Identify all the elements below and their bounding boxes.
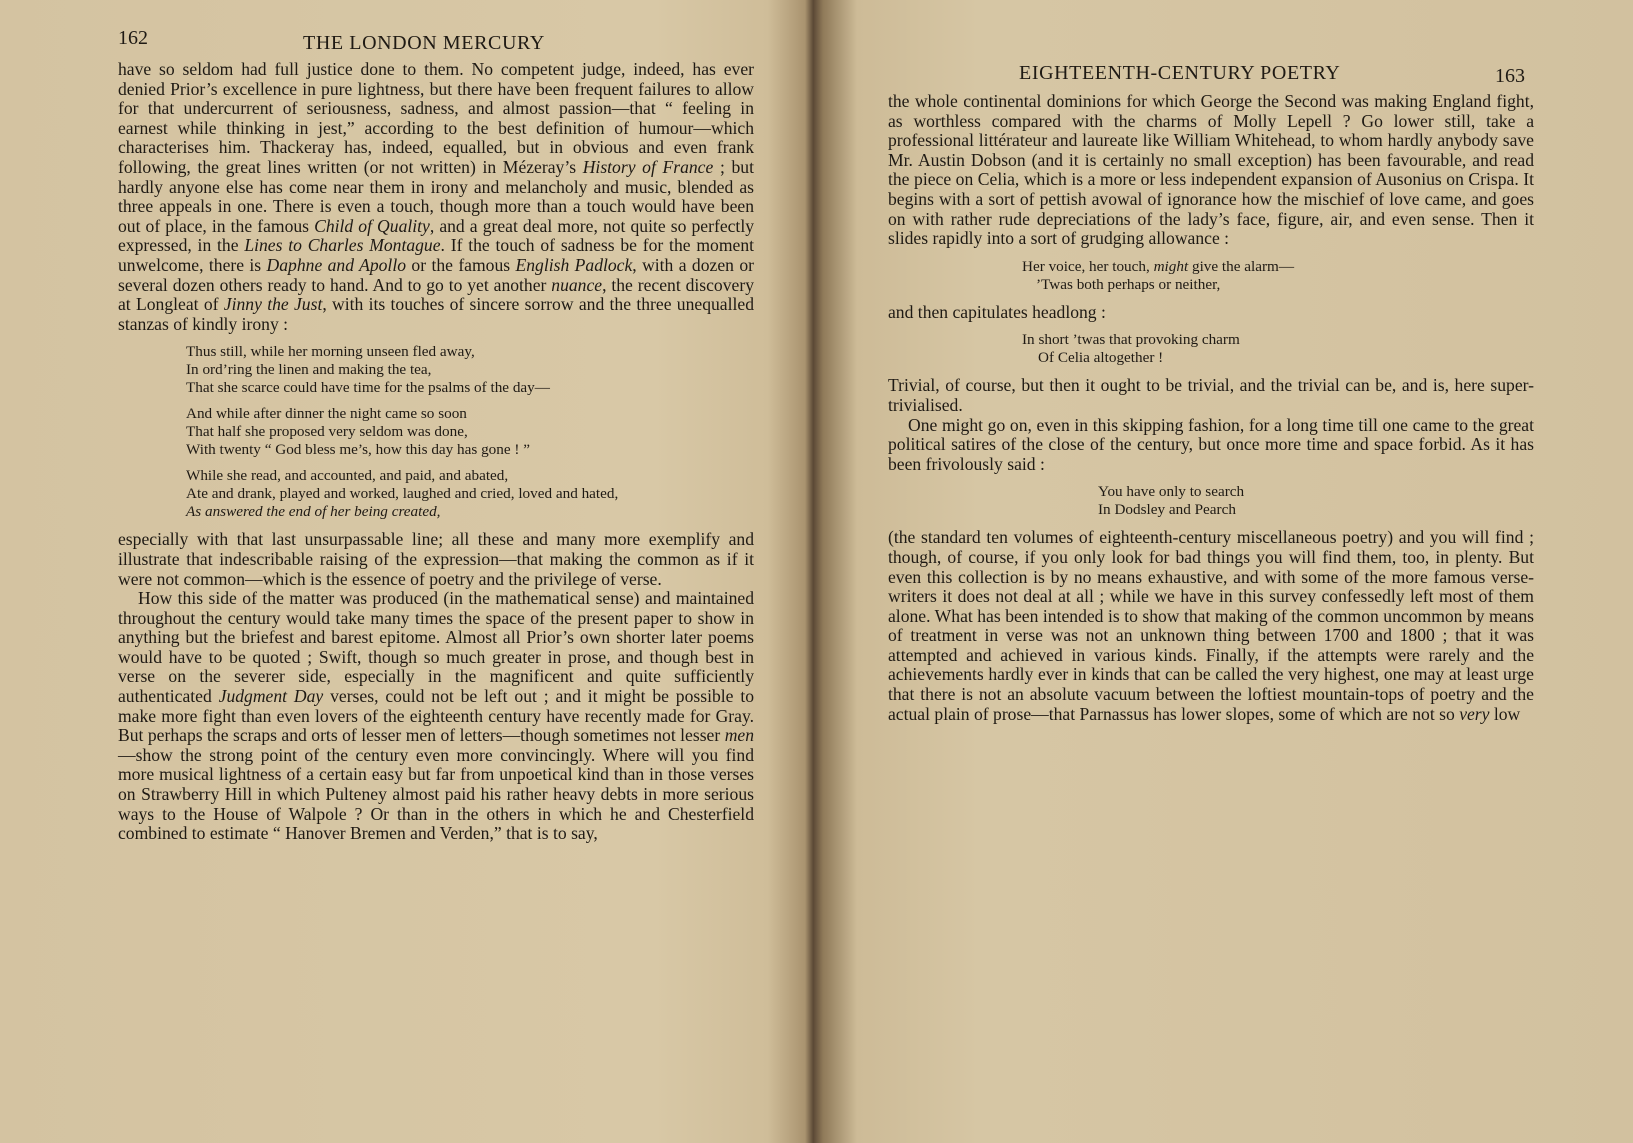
verse-quotation: You have only to search In Dodsley and Pearch xyxy=(1098,483,1245,519)
stanza: Thus still, while her morning unseen fled away, In ord’ring the linen and making the tea, That she scarce could have time for the psalms of the day— xyxy=(186,343,550,397)
paragraph: Trivial, of course, but then it ought to be trivial, and the trivial can be, and is, here super-trivialised. xyxy=(888,375,1534,415)
stanza: And while after dinner the night came so soon That half she proposed very seldom was done, With twenty “ God bless me’s, how this day has gone ! ” xyxy=(186,405,531,459)
paragraph: One might go on, even in this skipping fashion, for a long time till one came to the great political satires of the close of the century, but once more time and space forbid. As it has been frivolously said : xyxy=(888,414,1534,474)
running-head-left: THE LONDON MERCURY xyxy=(303,32,545,54)
left-page xyxy=(0,0,810,1143)
paragraph: have so seldom had full justice done to them. No competent judge, indeed, has ever denied Prior’s excellence in pure lightness, but there have been frequent failures to allow for that undercurrent of seriousness, sadness, and almost passion—that “ feeling in earnest while thinking in jest,” according to the best definition of humour—which characterises him. Thackeray has, indeed, equalled, but in obvious and even frank following, the great lines written (or not written) in Mézeray’s History of France ; but hardly anyone else has come near them in irony and melancholy and music, blended as three appeals in one. There is even a touch, though more than a touch would have been out of place, in the famous Child of Quality, and a great deal more, not quite so perfectly expressed, in the Lines to Charles Montague. If the touch of sadness be for the moment unwelcome, there is Daphne and Apollo or the famous English Padlock, with a dozen or several dozen others ready to hand. And to go to yet another nuance, the recent discovery at Longleat of Jinny the Just, with its touches of sincere sorrow and the three unequalled stanzas of kindly irony : xyxy=(118,59,755,334)
page-number-left: 162 xyxy=(118,27,148,49)
paragraph: How this side of the matter was produced (in the mathematical sense) and maintained throughout the century would take many times the space of the present paper to show in anything but the briefest and barest epitome. Almost all Prior’s own shorter later poems would have to be quoted ; Swift, though so much greater in prose, and though best in verse on the severer side, especially in the magnificent and quite sufficiently authenticated Judgment Day verses, could not be left out ; and it might be possible to make more fight than even lovers of the eighteenth century have recently made for Gray. But perhaps the scraps and orts of lesser men of letters—though sometimes not lesser men—show the strong point of the century even more convincingly. Where will you find more musical lightness of a certain easy but far from unpoetical kind than in those verses on Strawberry Hill in which Pulteney almost paid his rather heavy debts in more serious ways to the House of Walpole ? Or than in the others in which he and Chesterfield combined to estimate “ Hanover Bremen and Verden,” that is to say, xyxy=(118,588,755,844)
verse-quotation xyxy=(118,343,754,521)
verse-quotation: In short ’twas that provoking charm Of Celia altogether ! xyxy=(1022,331,1240,367)
verse-quotation: Her voice, her touch, might give the alarm— ’Twas both perhaps or neither, xyxy=(1022,257,1295,293)
stanza: While she read, and accounted, and paid, and abated, Ate and drank, played and worked, laughed and cried, loved and hated, As answered the end of her being created, xyxy=(186,467,619,521)
right-page xyxy=(812,0,1633,1143)
right-body xyxy=(888,92,1534,724)
left-body xyxy=(118,60,754,844)
running-head-right: EIGHTEENTH-CENTURY POETRY xyxy=(1019,62,1341,84)
paragraph: the whole continental dominions for which George the Second was making England fight, as worthless compared with the charms of Molly Lepell ? Go lower still, take a professional littérateur and laureate like William Whitehead, to whom hardly anybody save Mr. Austin Dobson (and it is certainly no small exception) has been favourable, and read the piece on Celia, which is a more or less independent expansion of Ausonius on Crispa. It begins with a sort of pettish avowal of ignorance how the mischief of love came, and goes on with rather rude depreciations of the lady’s face, figure, air, and even sense. Then it slides rapidly into a sort of grudging allowance : xyxy=(888,91,1534,249)
paragraph: and then capitulates headlong : xyxy=(888,301,1106,322)
paragraph: especially with that last unsurpassable line; all these and many more exemplify and illustrate that indescribable raising of the expression—that making the common as if it were not common—which is the essence of poetry and the privilege of verse. xyxy=(118,529,754,589)
paragraph: (the standard ten volumes of eighteenth-century miscellaneous poetry) and you will find ; though, of course, if you only look for bad things you will find them, too, in plenty. But even this collection is by no means exhaustive, and with some of the more famous verse-writers it does not deal at all ; while we have in this survey confessedly left most of them alone. What has been intended is to show that making of the common uncommon by means of treatment in verse was not an unknown thing between 1700 and 1800 ; that it was attempted and achieved in various kinds. Finally, if the attempts were rarely and the achievements hardly ever in kinds that can be called the very highest, one may at least urge that there is not an absolute vacuum between the loftiest mountain-tops of poetry and the actual plain of prose—that Parnassus has lower slopes, some of which are not so very low xyxy=(888,527,1534,724)
page-number-right: 163 xyxy=(1495,65,1525,87)
